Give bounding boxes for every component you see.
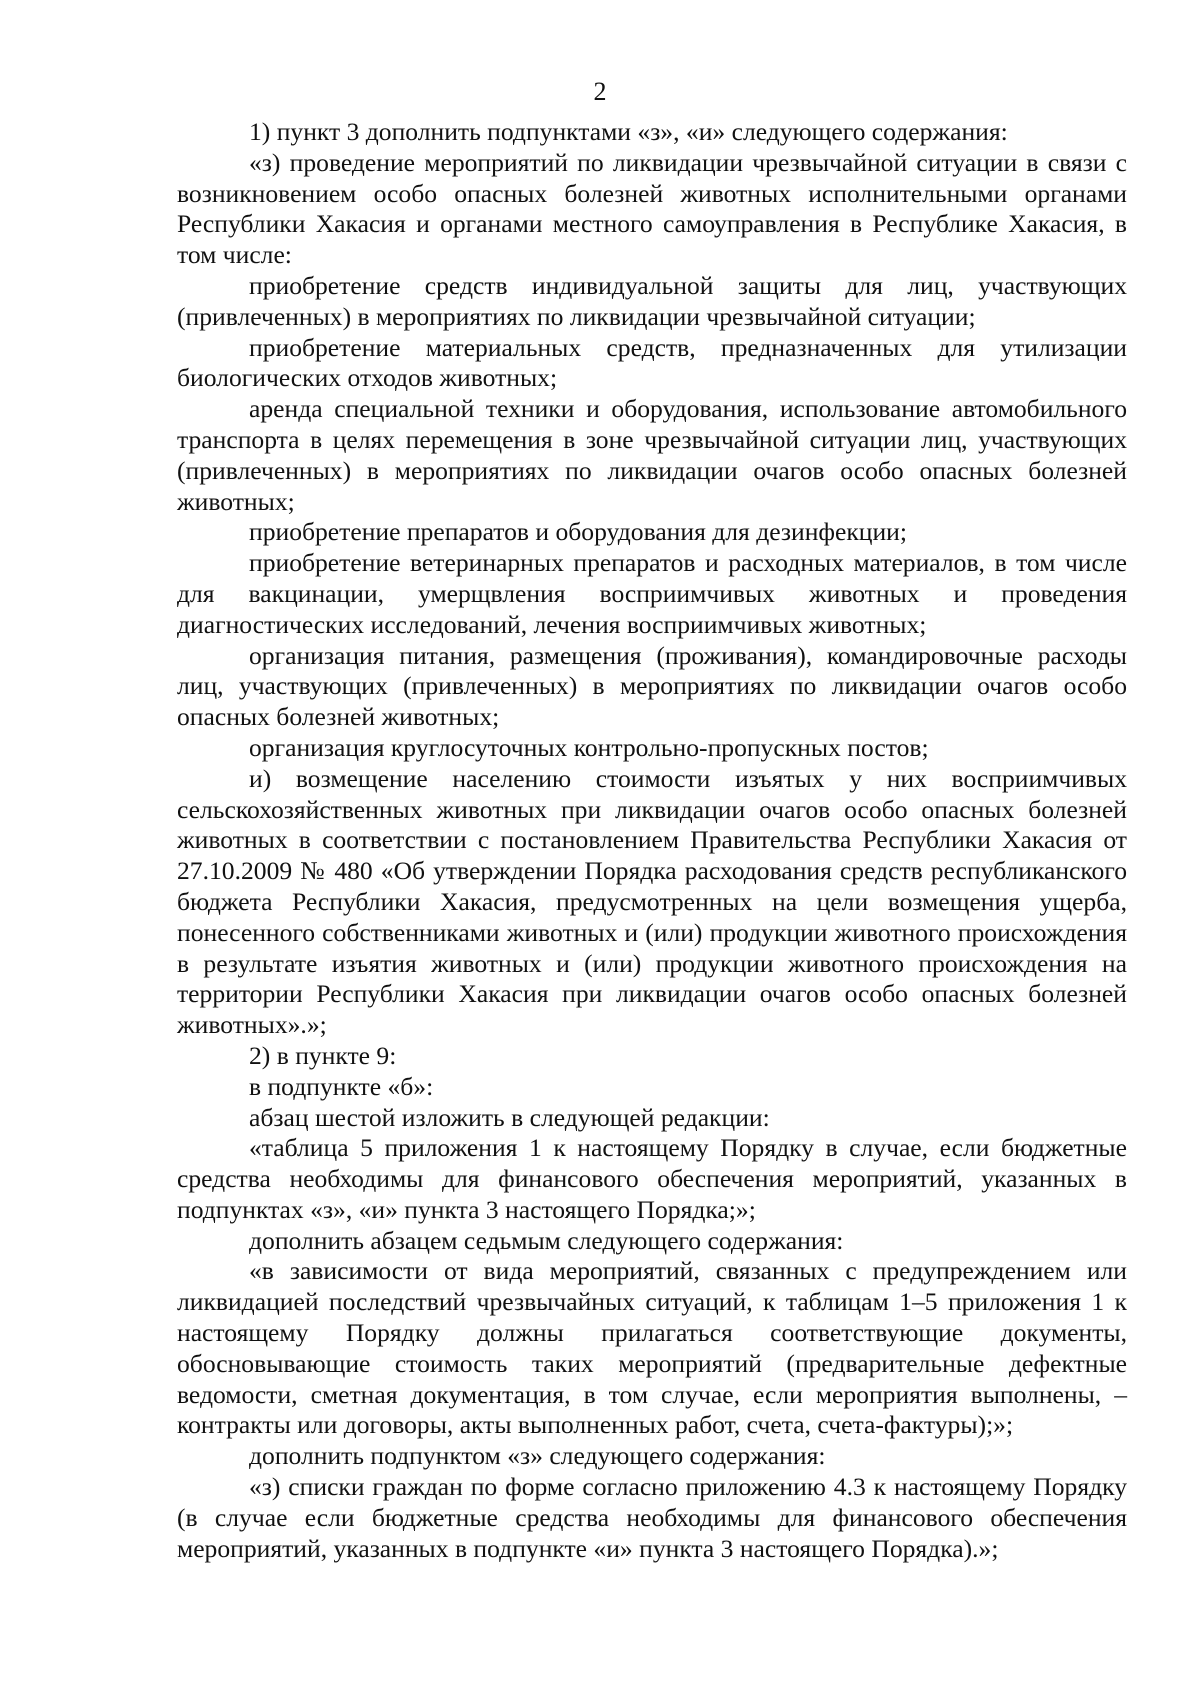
- document-body: [177, 117, 1127, 1564]
- paragraph: приобретение средств индивидуальной защиты для лиц, участвующих (привлеченных) в мероприятиях по ликвидации чрезвычайной ситуации;: [177, 270, 1127, 331]
- paragraph: организация круглосуточных контрольно-пропускных постов;: [249, 732, 929, 762]
- paragraph: 1) пункт 3 дополнить подпунктами «з», «и» следующего содержания:: [249, 117, 1008, 146]
- paragraph: «з) проведение мероприятий по ликвидации чрезвычайной ситуации в связи с возникновением особо опасных болезней животных исполнительными органами Республики Хакасия и органами местного самоуправления в Республике Хакасия, в том числе:: [177, 147, 1127, 270]
- paragraph: «з) списки граждан по форме согласно приложению 4.3 к настоящему Порядку (в случае если бюджетные средства необходимы для финансового обеспечения мероприятий, указанных в подпункте «и» пункта 3 настоящего Порядка).»;: [177, 1472, 1127, 1563]
- paragraph: «таблица 5 приложения 1 к настоящему Порядку в случае, если бюджетные средства необходимы для финансового обеспечения мероприятий, указанных в подпунктах «з», «и» пункта 3 настоящего Порядка;»;: [177, 1133, 1127, 1224]
- paragraph: и) возмещение населению стоимости изъятых у них восприимчивых сельскохозяйственных животных при ликвидации очагов особо опасных болезней животных в соответствии с постановлением Правительства Республики Хакасия от 27.10.2009 № 480 «Об утверждении Порядка расходования средств республиканского бюджета Республики Хакасия, предусмотренных на цели возмещения ущерба, понесенного собственниками животных и (или) продукции животного происхождения в результате изъятия животных и (или) продукции животного происхождения на территории Республики Хакасия при ликвидации очагов особо опасных болезней животных».»;: [177, 763, 1127, 1040]
- paragraph: абзац шестой изложить в следующей редакции:: [249, 1102, 770, 1132]
- page-number: 2: [593, 77, 607, 106]
- paragraph: организация питания, размещения (проживания), командировочные расходы лиц, участвующих (привлеченных) в мероприятиях по ликвидации очагов особо опасных болезней животных;: [177, 640, 1127, 732]
- paragraph: дополнить подпунктом «з» следующего содержания:: [249, 1441, 826, 1471]
- paragraph: аренда специальной техники и оборудования, использование автомобильного транспорта в целях перемещения в зоне чрезвычайной ситуации лиц, участвующих (привлеченных) в мероприятиях по ликвидации очагов особо опасных болезней животных;: [177, 394, 1127, 516]
- paragraph: «в зависимости от вида мероприятий, связанных с предупреждением или ликвидацией последствий чрезвычайных ситуаций, к таблицам 1–5 приложения 1 к настоящему Порядку должны прилагаться соответствующие документы, обосновывающие стоимость таких мероприятий (предварительные дефектные ведомости, сметная документация, в том случае, если мероприятия выполнены, – контракты или договоры, акты выполненных работ, счета, счета-фактуры);»;: [177, 1256, 1127, 1440]
- paragraph: приобретение препаратов и оборудования для дезинфекции;: [249, 517, 907, 547]
- paragraph: в подпункте «б»:: [249, 1071, 434, 1101]
- paragraph: 2) в пункте 9:: [249, 1040, 397, 1070]
- paragraph: приобретение материальных средств, предназначенных для утилизации биологических отходов животных;: [177, 332, 1127, 393]
- paragraph: приобретение ветеринарных препаратов и расходных материалов, в том числе для вакцинации, умерщвления восприимчивых животных и проведения диагностических исследований, лечения восприимчивых животных;: [177, 548, 1127, 639]
- paragraph: дополнить абзацем седьмым следующего содержания:: [249, 1225, 844, 1255]
